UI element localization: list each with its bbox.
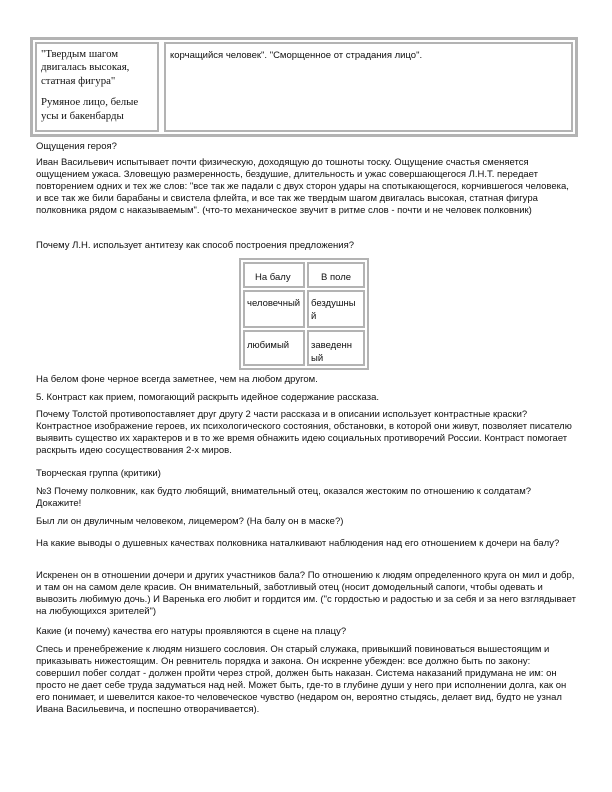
cell-mechanical: заведенн ый (307, 330, 365, 366)
antithesis-table (239, 258, 369, 370)
cell-humane: человечный (243, 290, 305, 328)
header-field: В поле (307, 262, 365, 288)
paragraph-4: На белом фоне черное всегда заметнее, чем на любом другом. (36, 374, 318, 385)
table-cell-right (164, 42, 573, 132)
paragraph-13: Спесь и пренебрежение к людям низшего сословия. Он старый служака, привыкший повиноваться вышестоящим и приказывать нижестоящим. Он ревнитель порядка и закона. Он искренне убежден: все должно быть по закону: совершил побег солдат - должен пройти через строй, должен быть наказан. Система наказаний придумана не им: он просто не дает себе труда задуматься над ней. Может быть, где-то в глубине души у него при исполнении долга, как он его понимает, и шевелится какое-то человеческое чувство (недаром он, вероятно стыдясь, делает вид, будто не узнал Ивана Васильевича, и поспешно отворачивается). (36, 644, 567, 715)
paragraph-6: Почему Толстой противопоставляет друг другу 2 части рассказа и в описании использует контрастные краски? Контрастное изображение героев, их психологического состояния, обстановки, в которой они живут, позволяет писателю выявить существо их характеров и в то же время обнажить идею социальных противоречий России. Контраст помогает раскрыть идею сосуществования 2-х миров. (36, 409, 572, 456)
paragraph-2: Иван Васильевич испытывает почти физическую, доходящую до тошноты тоску. Ощущение счастья сменяется ощущением ужаса. Зловещую размеренность, бездушие, длительность и ужас совершающегося Л.Н.Т. передает повторением одних и тех же слов: "все так же падали с двух сторон удары на спотыкающегося, корчившегося человека, и все так же били барабаны и свистела флейта, и все так же твердым шагом двигалась высокая, статная фигура полковника рядом с наказываемым". (что-то механическое звучит в ритме слов - почти и не человек полковник) (36, 157, 569, 216)
paragraph-10: На какие выводы о душевных качествах полковника наталкивают наблюдения над его отношением к дочери на балу? (36, 538, 560, 549)
paragraph-11: Искренен он в отношении дочери и других участников бала? По отношению к людям определенного круга он мил и добр, и там он на самом деле красив. Он внимательный, заботливый отец (носит домодельный сапоги, чтобы одевать и вывозить любимую дочь.) И Варенька его любит и гордится им. ("с гордостью и радостью и за себя и за него взглядывает на любующихся зрителей") (36, 570, 577, 617)
cell-beloved: любимый (243, 330, 305, 366)
paragraph-9: Был ли он двуличным человеком, лицемером? (На балу он в маске?) (36, 516, 344, 527)
header-ball: На балу (243, 262, 305, 288)
paragraph-12: Какие (и почему) качества его натуры проявляются в сцене на плацу? (36, 626, 347, 637)
quote-suffering: корчащийся человек". "Сморщенное от страдания лицо". (170, 50, 423, 61)
paragraph-5: 5. Контраст как прием, помогающий раскрыть идейное содержание рассказа. (36, 392, 379, 403)
quote-face: Румяное лицо, белые усы и бакенбарды (41, 96, 139, 122)
paragraph-1: Ощущения героя? (36, 141, 117, 152)
comparison-table (30, 37, 578, 137)
paragraph-8: №3 Почему полковник, как будто любящий, внимательный отец, оказался жестоким по отношению к солдатам? Докажите! (36, 486, 532, 509)
cell-heartless: бездушны й (307, 290, 365, 328)
quote-figure: "Твердым шагом двигалась высокая, статная фигура" (41, 48, 130, 87)
paragraph-3: Почему Л.Н. использует антитезу как способ построения предложения? (36, 240, 354, 251)
table-cell-left (35, 42, 159, 132)
paragraph-7: Творческая группа (критики) (36, 468, 161, 479)
